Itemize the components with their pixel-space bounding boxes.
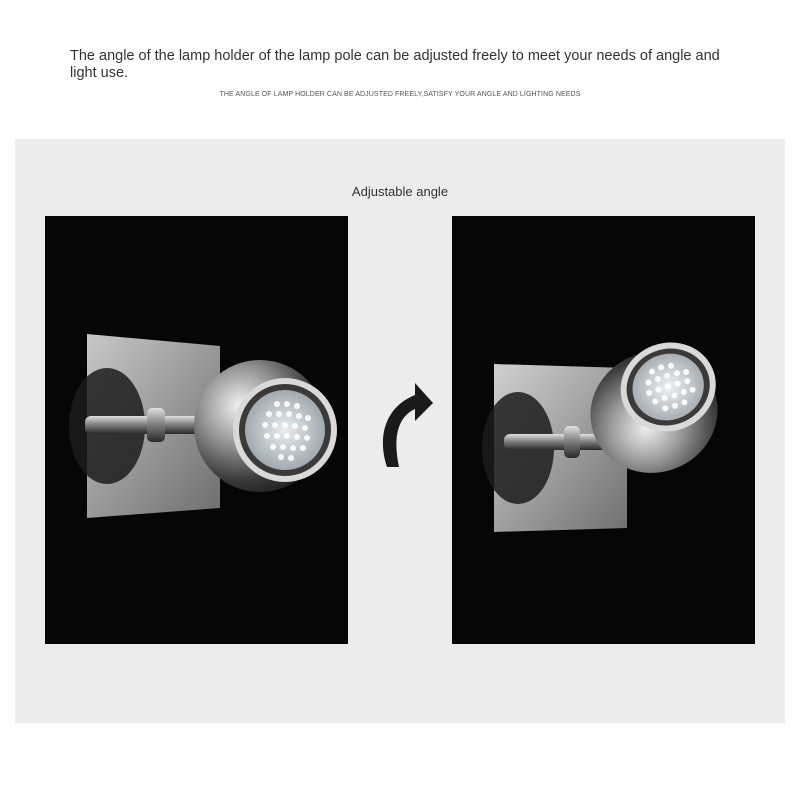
subheadline-text: THE ANGLE OF LAMP HOLDER CAN BE ADJUSTED FREELY,SATISFY YOUR ANGLE AND LIGHTING NEEDS	[219, 91, 581, 98]
headline-text: The angle of the lamp holder of the lamp pole can be adjusted freely to meet your needs of angle and light use.	[70, 48, 720, 81]
lamp-photo-tilted	[452, 216, 755, 644]
wall-spotlight-icon	[452, 216, 755, 644]
rotate-arrow-icon	[375, 367, 435, 477]
wall-spotlight-icon	[45, 216, 348, 644]
lamp-photo-straight	[45, 216, 348, 644]
panel-title: Adjustable angle	[351, 184, 449, 199]
comparison-panel	[15, 139, 785, 723]
